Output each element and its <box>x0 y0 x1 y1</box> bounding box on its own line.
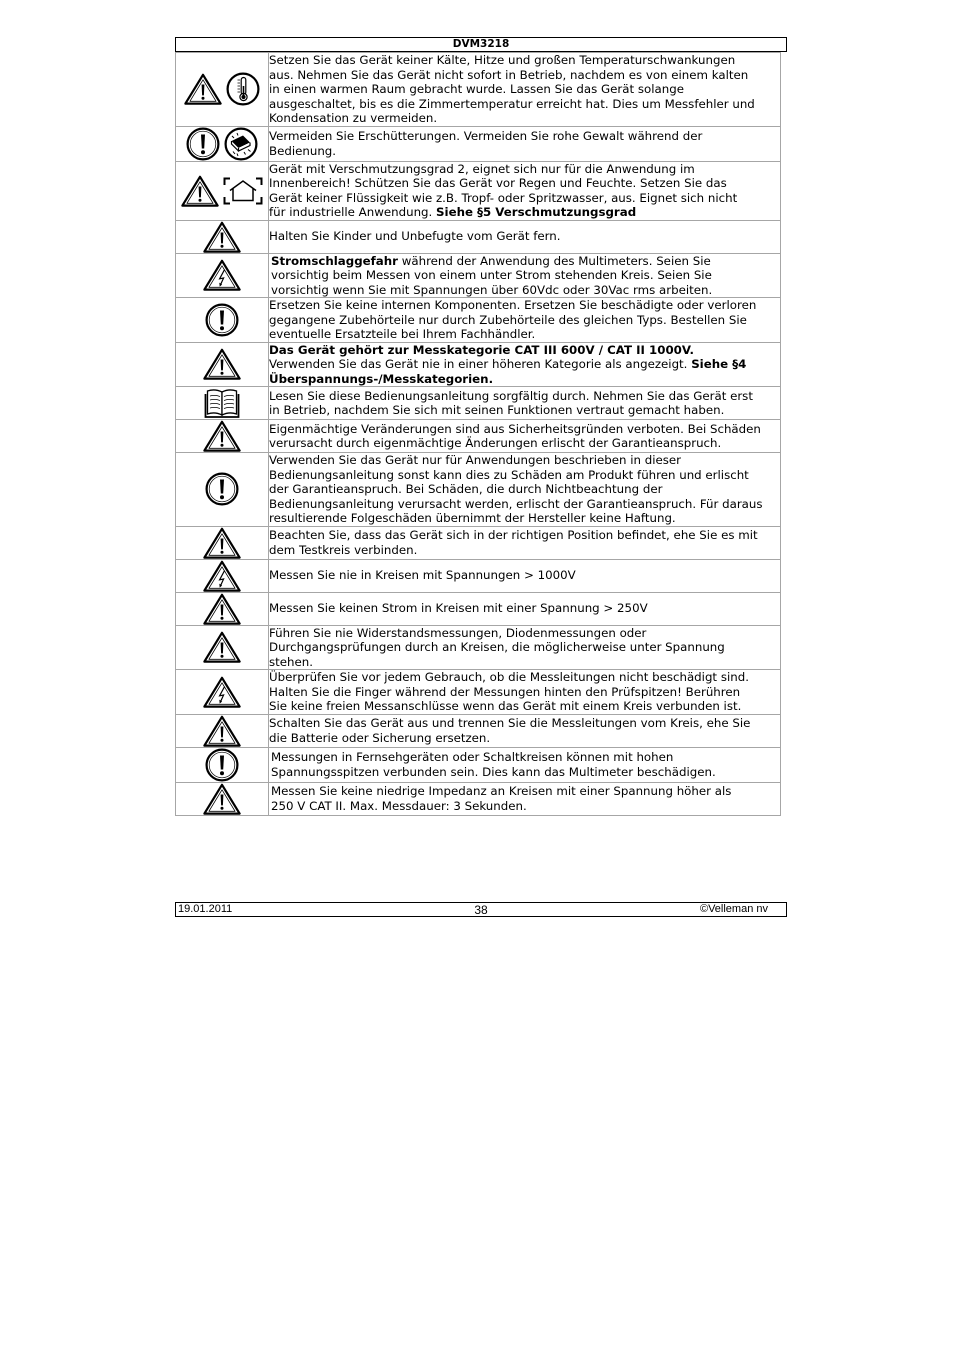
text-line <box>269 97 780 112</box>
text-line <box>269 343 780 358</box>
text-line <box>269 497 780 512</box>
warning-icon <box>203 715 241 747</box>
instruction-text <box>269 126 781 161</box>
text-line <box>269 699 780 714</box>
symbol-cell <box>176 670 269 715</box>
text-line <box>269 731 780 746</box>
text-segment: Ersetzen Sie keine internen Komponenten. Ersetzen Sie beschädigte oder verloren <box>269 298 757 312</box>
text-line <box>269 53 780 68</box>
symbol-cell <box>176 53 269 127</box>
text-line <box>269 482 780 497</box>
safety-instruction-row <box>176 670 781 715</box>
text-segment: eventuelle Ersatzteile bei Ihrem Fachhändler. <box>269 327 536 341</box>
text-segment: Lesen Sie diese Bedienungsanleitung sorgfältig durch. Nehmen Sie das Gerät erst <box>269 388 753 403</box>
bold-text: Stromschlaggefahr <box>271 253 398 268</box>
text-segment: Messen Sie keinen Strom in Kreisen mit einer Spannung > 250V <box>269 601 648 616</box>
safety-instruction-row <box>176 526 781 559</box>
text-segment: Spannungsspitzen verbunden sein. Dies kann das Multimeter beschädigen. <box>271 764 716 779</box>
text-segment: vorsichtig beim Messen von einem unter Strom stehenden Kreis. Seien Sie <box>271 268 712 282</box>
text-line <box>269 327 780 342</box>
text-line <box>269 453 780 468</box>
text-line <box>269 601 780 616</box>
symbol-cell <box>176 747 269 782</box>
safety-instruction-row <box>176 161 781 220</box>
warning-icon <box>203 420 241 452</box>
text-segment: vorsichtig wenn Sie mit Spannungen über 60Vdc oder 30Vac rms arbeiten. <box>271 282 713 297</box>
symbol-cell <box>176 526 269 559</box>
text-segment: Überprüfen Sie vor jedem Gebrauch, ob die Messleitungen nicht beschädigt sind. <box>269 670 749 684</box>
text-segment: ausgeschaltet, bis es die Zimmertemperatur erreicht hat. Dies um Messfehler und <box>269 96 755 111</box>
instruction-text <box>269 592 781 625</box>
instruction-text <box>269 670 781 715</box>
text-segment: Gerät keiner Flüssigkeit wie z.B. Tropf- oder Spritzwasser, aus. Eignet sich nicht <box>269 190 738 205</box>
text-line <box>269 716 780 731</box>
text-line <box>269 372 780 387</box>
text-segment: Halten Sie die Finger während der Messungen hinten den Prüfspitzen! Berühren <box>269 684 741 699</box>
exclamation-icon <box>205 748 239 782</box>
safety-instruction-row <box>176 559 781 592</box>
text-segment: Halten Sie Kinder und Unbefugte vom Gerät fern. <box>269 229 561 244</box>
symbol-cell <box>176 453 269 527</box>
warning-icon <box>203 221 241 253</box>
instruction-text <box>269 714 781 747</box>
text-line <box>269 626 780 641</box>
instruction-text <box>269 625 781 670</box>
text-line <box>269 111 780 126</box>
instruction-text <box>269 526 781 559</box>
text-line <box>271 268 780 283</box>
symbol-cell <box>176 420 269 453</box>
symbol-cell <box>176 126 269 161</box>
footer-copyright: ©Velleman nv <box>699 903 768 915</box>
safety-instruction-row <box>176 625 781 670</box>
text-line <box>269 436 780 451</box>
text-segment: resultierende Folgeschäden übernimmt der Hersteller keine Haftung. <box>269 511 676 525</box>
warning-icon <box>184 73 222 105</box>
text-line <box>269 357 780 372</box>
text-segment: verursacht durch eigenmächtige Änderungen erlischt der Garantieanspruch. <box>269 436 722 450</box>
text-line <box>269 511 780 526</box>
text-segment: Messen Sie nie in Kreisen mit Spannungen > 1000V <box>269 568 576 583</box>
text-line <box>269 655 780 670</box>
bold-text: Siehe §4 <box>691 357 747 371</box>
warning-icon <box>203 783 241 815</box>
text-line <box>269 528 780 543</box>
text-line <box>269 403 780 418</box>
text-segment: Messungen in Fernsehgeräten oder Schaltkreisen können mit hohen <box>271 750 674 764</box>
symbol-cell <box>176 253 269 298</box>
header-box <box>175 37 787 52</box>
model-title: DVM3218 <box>452 38 510 50</box>
instruction-text <box>269 298 781 343</box>
text-line <box>269 205 780 220</box>
page-number: 38 <box>474 903 488 917</box>
text-line <box>269 298 780 313</box>
text-line <box>269 162 780 177</box>
symbol-cell <box>176 559 269 592</box>
text-segment: Bedienung. <box>269 143 337 158</box>
symbol-cell <box>176 342 269 387</box>
safety-instruction-row <box>176 342 781 387</box>
text-line <box>271 254 780 269</box>
text-segment: in einen warmen Raum gebracht wurde. Lassen Sie das Gerät solange <box>269 82 684 96</box>
text-line <box>269 229 780 244</box>
instruction-text <box>269 220 781 253</box>
text-segment: gegangene Zubehörteile nur durch Zubehörteile des gleichen Typs. Bestellen Sie <box>269 312 747 327</box>
safety-instruction-row <box>176 714 781 747</box>
safety-instruction-row <box>176 53 781 127</box>
safety-instruction-row <box>176 253 781 298</box>
exclamation-icon <box>205 472 239 506</box>
electric-shock-icon <box>203 259 241 291</box>
text-line <box>269 191 780 206</box>
symbol-cell <box>176 161 269 220</box>
text-segment: Kondensation zu vermeiden. <box>269 111 438 125</box>
text-line <box>271 283 780 298</box>
text-line <box>269 176 780 191</box>
bold-text: Siehe §5 Verschmutzungsgrad <box>436 205 637 219</box>
text-segment: Führen Sie nie Widerstandsmessungen, Diodenmessungen oder <box>269 625 647 640</box>
text-segment: Innenbereich! Schützen Sie das Gerät vor Regen und Feuchte. Setzen Sie das <box>269 176 727 190</box>
thermometer-icon <box>226 72 260 106</box>
text-line <box>271 750 780 765</box>
text-segment: Durchgangsprüfungen durch an Kreisen, die möglicherweise unter Spannung <box>269 640 725 654</box>
text-line <box>269 129 780 144</box>
text-segment: Beachten Sie, dass das Gerät sich in der richtigen Position befindet, ehe Sie es mit <box>269 528 758 542</box>
symbol-cell <box>176 714 269 747</box>
text-line <box>269 468 780 483</box>
text-segment: stehen. <box>269 654 313 669</box>
text-segment: Messen Sie keine niedrige Impedanz an Kreisen mit einer Spannung höher als <box>271 784 732 798</box>
text-line <box>269 144 780 159</box>
symbol-cell <box>176 625 269 670</box>
safety-instruction-row <box>176 220 781 253</box>
text-segment: Sie keine freien Messanschlüsse wenn das Gerät mit einem Kreis verbunden ist. <box>269 699 742 713</box>
instruction-text <box>269 559 781 592</box>
exclamation-icon <box>205 303 239 337</box>
safety-instruction-row <box>176 453 781 527</box>
warning-icon <box>203 527 241 559</box>
instruction-text <box>269 53 781 127</box>
safety-instruction-row <box>176 592 781 625</box>
text-line <box>271 765 780 780</box>
warning-icon <box>203 593 241 625</box>
footer-box <box>175 902 787 917</box>
safety-instruction-row <box>176 747 781 782</box>
text-segment: 250 V CAT II. Max. Messdauer: 3 Sekunden. <box>271 798 527 813</box>
electric-shock-icon <box>203 676 241 708</box>
text-segment: Eigenmächtige Veränderungen sind aus Sicherheitsgründen verboten. Bei Schäden <box>269 421 761 436</box>
instruction-text <box>269 747 781 782</box>
text-line <box>269 68 780 83</box>
safety-instruction-row <box>176 420 781 453</box>
text-segment: Verwenden Sie das Gerät nie in einer höheren Kategorie als angezeigt. <box>269 357 692 371</box>
text-line <box>269 640 780 655</box>
safety-instructions-table <box>175 52 781 816</box>
text-line <box>269 82 780 97</box>
vibration-icon <box>224 127 258 161</box>
text-segment: Gerät mit Verschmutzungsgrad 2, eignet sich nur für die Anwendung im <box>269 161 695 176</box>
bold-text: Das Gerät gehört zur Messkategorie CAT III 600V / CAT II 1000V. <box>269 342 694 357</box>
text-line <box>269 422 780 437</box>
warning-icon <box>203 348 241 380</box>
text-line <box>271 784 780 799</box>
safety-instruction-row <box>176 782 781 815</box>
electric-shock-icon <box>203 560 241 592</box>
text-segment: dem Testkreis verbinden. <box>269 542 418 557</box>
text-line <box>271 799 780 814</box>
text-line <box>269 568 780 583</box>
safety-instruction-row <box>176 126 781 161</box>
text-segment: Setzen Sie das Gerät keiner Kälte, Hitze und großen Temperaturschwankungen <box>269 53 736 67</box>
safety-instruction-row <box>176 387 781 420</box>
instruction-text <box>269 342 781 387</box>
text-segment: Verwenden Sie das Gerät nur für Anwendungen beschrieben in dieser <box>269 453 681 467</box>
text-line <box>269 313 780 328</box>
text-segment: der Garantieanspruch. Bei Schäden, die durch Nichtbeachtung der <box>269 482 663 496</box>
text-line <box>269 670 780 685</box>
instruction-text <box>269 453 781 527</box>
text-line <box>269 389 780 404</box>
indoor-use-icon <box>223 177 263 205</box>
text-segment: in Betrieb, nachdem Sie sich mit seinen Funktionen vertraut gemacht haben. <box>269 403 725 417</box>
text-segment: für industrielle Anwendung. <box>269 205 437 219</box>
symbol-cell <box>176 298 269 343</box>
manual-book-icon <box>204 387 240 419</box>
text-segment: Bedienungsanleitung sonst kann dies zu Schäden am Produkt führen und erlischt <box>269 467 749 482</box>
warning-icon <box>203 631 241 663</box>
text-segment: Vermeiden Sie Erschütterungen. Vermeiden Sie rohe Gewalt während der <box>269 129 703 143</box>
text-line <box>269 543 780 558</box>
text-line <box>269 685 780 700</box>
bold-text: Überspannungs-/Messkategorien. <box>269 371 494 386</box>
text-segment: aus. Nehmen Sie das Gerät nicht sofort in Betrieb, nachdem es von einem kalten <box>269 67 749 82</box>
symbol-cell <box>176 220 269 253</box>
instruction-text <box>269 161 781 220</box>
instruction-text <box>269 782 781 815</box>
text-segment: während der Anwendung des Multimeters. Seien Sie <box>397 253 711 268</box>
symbol-cell <box>176 387 269 420</box>
instruction-text <box>269 420 781 453</box>
instruction-text <box>269 387 781 420</box>
text-segment: Bedienungsanleitung verursacht werden, erlischt der Garantieanspruch. Für daraus <box>269 496 763 511</box>
symbol-cell <box>176 782 269 815</box>
exclamation-icon <box>186 127 220 161</box>
warning-icon <box>181 175 219 207</box>
safety-instruction-row <box>176 298 781 343</box>
safety-instructions-body <box>176 53 781 816</box>
instruction-text <box>269 253 781 298</box>
symbol-cell <box>176 592 269 625</box>
text-segment: die Batterie oder Sicherung ersetzen. <box>269 730 491 745</box>
footer-date: 19.01.2011 <box>178 903 233 915</box>
text-segment: Schalten Sie das Gerät aus und trennen Sie die Messleitungen vom Kreis, ehe Sie <box>269 716 751 730</box>
